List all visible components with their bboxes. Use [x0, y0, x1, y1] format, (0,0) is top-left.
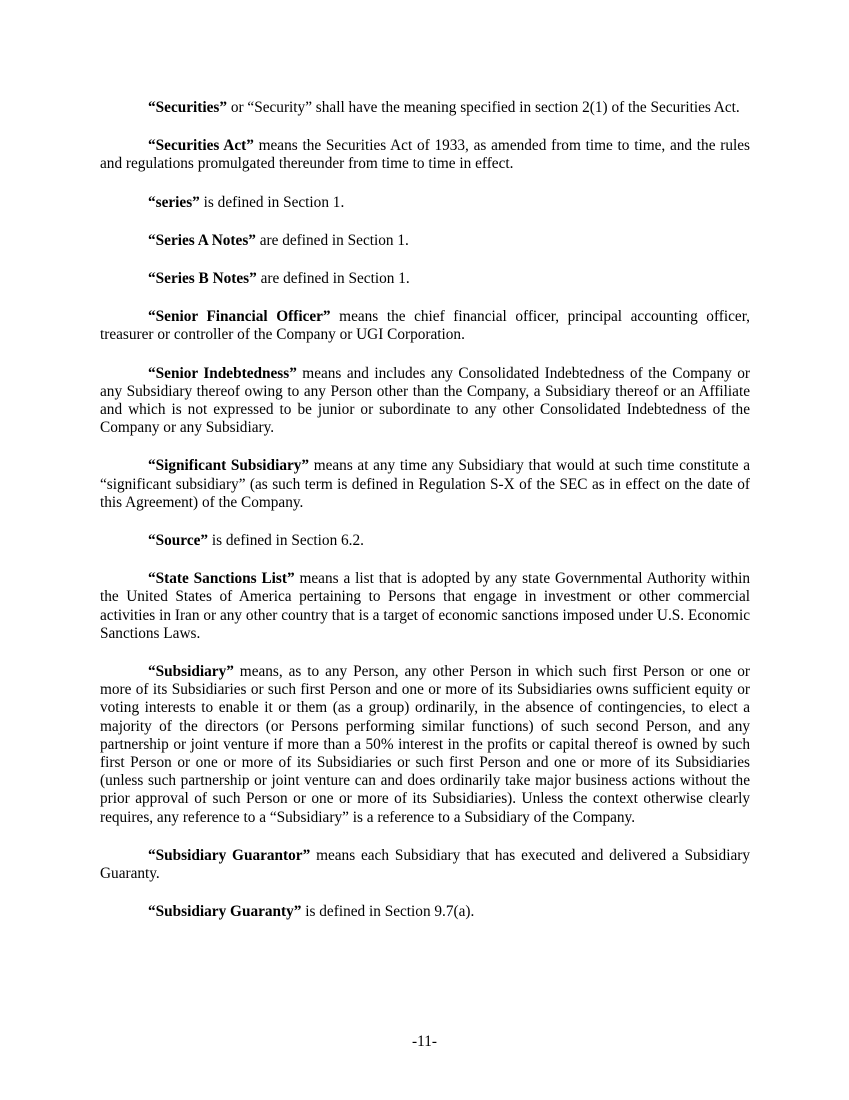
definition-securities — [100, 99, 750, 117]
definition-text: is defined in Section 9.7(a). — [301, 903, 475, 921]
defined-term: “Series B Notes” — [148, 270, 257, 288]
definition-source — [100, 532, 750, 550]
definitions-list — [100, 99, 750, 942]
defined-term: “Senior Indebtedness” — [148, 364, 297, 382]
definition-text: is defined in Section 6.2. — [208, 532, 364, 550]
definition-text: means each Subsidiary that has executed and delivered a Subsidiary Guaranty. — [100, 846, 750, 883]
definition-text: means the Securities Act of 1933, as amended from time to time, and the rules and regulations promulgated thereunder from time to time in effect. — [100, 137, 750, 173]
definition-series-a-notes — [100, 232, 750, 250]
definition-state-sanctions-list — [100, 570, 750, 643]
defined-term: “Senior Financial Officer” — [148, 308, 331, 326]
defined-term: “Subsidiary Guarantor” — [148, 846, 311, 864]
definition-subsidiary-guaranty — [100, 903, 750, 921]
defined-term: “Securities” — [148, 99, 228, 116]
definition-subsidiary-guarantor — [100, 847, 750, 883]
defined-term: “Source” — [148, 532, 209, 550]
definition-text: means, as to any Person, any other Person in which such first Person or one or more of its Subsidiaries or such first Person and one or more of its Subsidiaries owns sufficient equity or voting interests to enable it or them (as a group) ordinarily, in the absence of contingencies, to elect a majority of the directors (or Persons performing similar functions) of such second Person, and any partnership or joint venture if more than a 50% interest in the profits or capital thereof is owned by such first Person or one or more of its Subsidiaries or such first Person and one or more of its Subsidiaries (unless such partnership or joint venture can and does ordinarily take major business actions without the prior approval of such Person or one or more of its Subsidiaries). Unless the context otherwise clearly requires, any reference to a “Subsidiary” is a reference to a Subsidiary of the Company. — [100, 663, 750, 826]
definition-subsidiary — [100, 663, 750, 827]
definition-text: are defined in Section 1. — [255, 231, 409, 249]
defined-term: “Subsidiary Guaranty” — [148, 903, 302, 921]
definition-text: means and includes any Consolidated Indebtedness of the Company or any Subsidiary thereof owing to any Person other than the Company, a Subsidiary thereof or an Affiliate and which is not expressed to be junior or subordinate to any other Consolidated Indebtedness of the Company or any Subsidiary. — [100, 364, 750, 437]
definition-senior-indebtedness — [100, 365, 750, 438]
definition-senior-financial-officer — [100, 308, 750, 344]
definition-series — [100, 194, 750, 212]
definition-text: are defined in Section 1. — [256, 270, 410, 288]
definition-text: means the chief financial officer, principal accounting officer, treasurer or controller of the Company or UGI Corporation. — [100, 308, 751, 344]
defined-term: “Series A Notes” — [148, 231, 256, 249]
defined-term: “Securities Act” — [148, 137, 254, 155]
definition-text: means at any time any Subsidiary that would at such time constitute a “significant subsidiary” (as such term is defined in Regulation S-X of the SEC as in effect on the date of this Agreement) of the Company. — [100, 457, 750, 511]
definition-series-b-notes — [100, 270, 750, 288]
defined-term: “Subsidiary” — [148, 663, 234, 681]
definition-text: or “Security” shall have the meaning specified in section 2(1) of the Securities Act. — [227, 99, 740, 116]
defined-term: “State Sanctions List” — [148, 570, 295, 588]
defined-term: “Significant Subsidiary” — [148, 457, 310, 475]
definition-significant-subsidiary — [100, 457, 750, 512]
defined-term: “series” — [148, 193, 200, 211]
page-number: -11- — [412, 1033, 437, 1050]
definition-text: means a list that is adopted by any state Governmental Authority within the United States of America pertaining to Persons that engage in investment or other commercial activities in Iran or any other country that is a target of economic sanctions imposed under U.S. Economic Sanctions Laws. — [100, 570, 750, 642]
definition-text: is defined in Section 1. — [199, 193, 345, 211]
definition-securities-act — [100, 137, 750, 173]
